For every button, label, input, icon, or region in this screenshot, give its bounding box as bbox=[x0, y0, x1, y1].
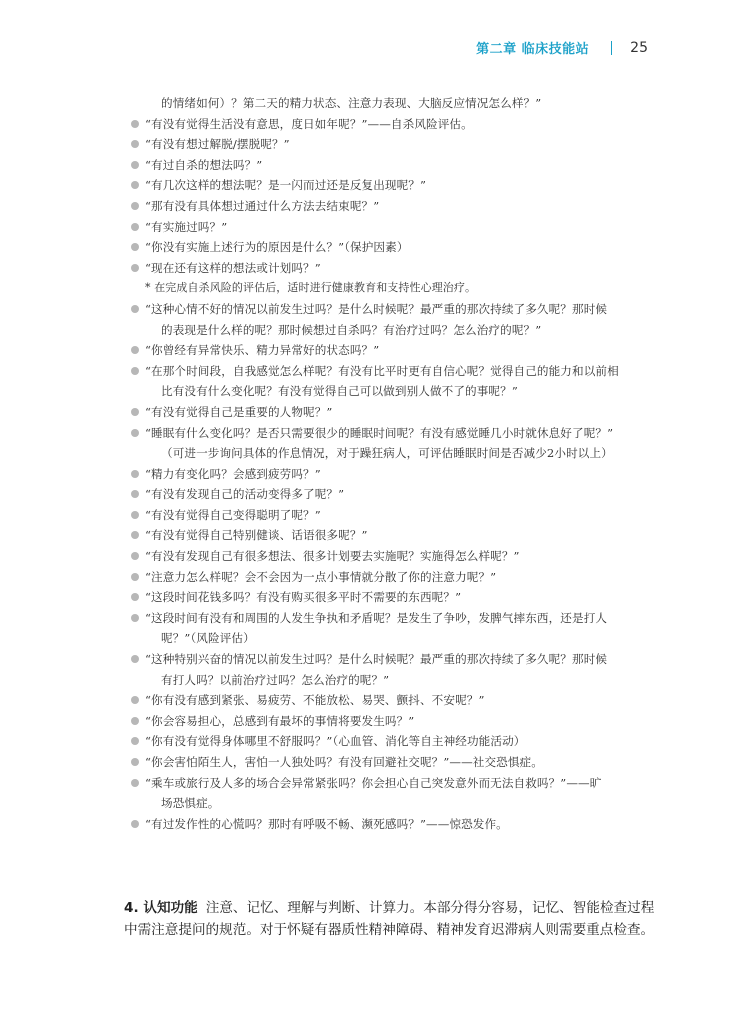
bullet-icon bbox=[131, 470, 139, 478]
bullet-icon bbox=[131, 717, 139, 725]
bullet-icon bbox=[131, 593, 139, 601]
line-text: “有几次这样的想法呢？是一闪而过还是反复出现呢？” bbox=[145, 178, 427, 193]
bullet-icon bbox=[131, 223, 139, 231]
bullet-icon bbox=[131, 367, 139, 375]
line-text: “有没有觉得生活没有意思，度日如年呢？”——自杀风险评估。 bbox=[145, 116, 473, 131]
list-item bbox=[145, 587, 663, 608]
list-item bbox=[145, 690, 663, 711]
bullet-icon bbox=[131, 161, 139, 169]
bullet-icon bbox=[131, 531, 139, 539]
list-item bbox=[145, 217, 663, 238]
line-text: 呢？”（风险评估） bbox=[161, 631, 255, 646]
list-item bbox=[145, 423, 663, 444]
line-text: 的表现是什么样的呢？那时候想过自杀吗？有治疗过吗？怎么治疗的呢？” bbox=[161, 322, 542, 337]
line-text: “有过自杀的想法吗？” bbox=[145, 157, 263, 172]
line-text: “在那个时间段，自我感觉怎么样呢？有没有比平时更有自信心呢？觉得自己的能力和以前相 bbox=[145, 363, 619, 378]
section-line-1 bbox=[124, 897, 664, 919]
line-text: “这段时间有没有和周围的人发生争执和矛盾呢？是发生了争吵，发脾气摔东西，还是打人 bbox=[145, 610, 608, 625]
note-line bbox=[145, 278, 663, 299]
bullet-icon bbox=[131, 429, 139, 437]
line-text: “有没有觉得自己是重要的人物呢？” bbox=[145, 404, 333, 419]
bullet-icon bbox=[131, 181, 139, 189]
section-text-1: 注意、记忆、理解与判断、计算力。本部分得分容易，记忆、智能检查过程 bbox=[205, 900, 655, 916]
line-text: “现在还有这样的想法或计划吗？” bbox=[145, 260, 321, 275]
bullet-icon bbox=[131, 490, 139, 498]
list-item bbox=[145, 752, 663, 773]
line-text: “注意力怎么样呢？会不会因为一点小事情就分散了你的注意力呢？” bbox=[145, 569, 497, 584]
line-text: “这种特别兴奋的情况以前发生过吗？是什么时候呢？最严重的那次持续了多久呢？那时候 bbox=[145, 652, 608, 667]
line-text: “精力有变化吗？会感到疲劳吗？” bbox=[145, 466, 321, 481]
bullet-icon bbox=[131, 305, 139, 313]
list-item bbox=[145, 155, 663, 176]
line-text: “你会害怕陌生人，害怕一人独处吗？有没有回避社交呢？”——社交恐惧症。 bbox=[145, 755, 543, 769]
line-text: “你会容易担心，总感到有最坏的事情将要发生吗？” bbox=[145, 713, 415, 728]
bullet-icon bbox=[131, 779, 139, 787]
list-item-continuation bbox=[145, 381, 663, 402]
list-item bbox=[145, 484, 663, 505]
chapter-title: 第二章 临床技能站 bbox=[476, 42, 590, 57]
list-item bbox=[145, 114, 663, 135]
line-text: “有没有觉得自己变得聪明了呢？” bbox=[145, 507, 321, 522]
bullet-icon bbox=[131, 552, 139, 560]
bullet-icon bbox=[131, 614, 139, 622]
bullet-icon bbox=[131, 737, 139, 745]
bullet-icon bbox=[131, 573, 139, 581]
line-text: 的情绪如何）？第二天的精力状态、注意力表现、大脑反应情况怎么样？” bbox=[161, 96, 542, 110]
list-item bbox=[145, 525, 663, 546]
cognitive-function-section bbox=[124, 897, 664, 941]
interview-questions-list bbox=[145, 93, 663, 834]
bullet-icon bbox=[131, 655, 139, 663]
list-item bbox=[145, 258, 663, 279]
list-item bbox=[145, 649, 663, 670]
list-item bbox=[145, 814, 663, 835]
bullet-icon bbox=[131, 120, 139, 128]
list-item-continuation bbox=[145, 93, 663, 114]
page-header bbox=[476, 38, 648, 57]
list-item bbox=[145, 773, 663, 794]
page-number: 25 bbox=[630, 39, 648, 56]
line-text: “有过发作性的心慌吗？那时有呼吸不畅、濒死感吗？”——惊恐发作。 bbox=[145, 816, 508, 831]
line-text: “睡眠有什么变化吗？是否只需要很少的睡眠时间呢？有没有感觉睡几小时就休息好了呢？” bbox=[145, 425, 614, 440]
bullet-icon bbox=[131, 140, 139, 148]
line-text: “这段时间花钱多吗？有没有购买很多平时不需要的东西呢？” bbox=[145, 590, 462, 605]
line-text: “有实施过吗？” bbox=[145, 219, 228, 234]
list-item bbox=[145, 175, 663, 196]
list-item-continuation bbox=[145, 670, 663, 691]
list-item bbox=[145, 196, 663, 217]
list-item bbox=[145, 340, 663, 361]
list-item bbox=[145, 567, 663, 588]
line-text: “有没有想过解脱/摆脱呢？” bbox=[145, 137, 290, 152]
bullet-icon bbox=[131, 696, 139, 704]
list-item bbox=[145, 731, 663, 752]
section-heading: 4. 认知功能 bbox=[124, 900, 198, 916]
line-text: “你没有实施上述行为的原因是什么？”（保护因素） bbox=[145, 240, 409, 255]
list-item-continuation bbox=[145, 628, 663, 649]
line-text: “你有没有感到紧张、易疲劳、不能放松、易哭、颤抖、不安呢？” bbox=[145, 693, 485, 708]
section-line-2: 中需注意提问的规范。对于怀疑有器质性精神障碍、精神发育迟滞病人则需要重点检查。 bbox=[124, 922, 655, 938]
line-text: “这种心情不好的情况以前发生过吗？是什么时候呢？最严重的那次持续了多久呢？那时候 bbox=[145, 301, 608, 316]
line-text: 比有没有什么变化呢？有没有觉得自己可以做到别人做不了的事呢？” bbox=[161, 384, 518, 399]
list-item bbox=[145, 134, 663, 155]
line-text: * 在完成自杀风险的评估后，适时进行健康教育和支持性心理治疗。 bbox=[145, 281, 477, 295]
line-text: “你有没有觉得身体哪里不舒服吗？”（心血管、消化等自主神经功能活动） bbox=[145, 734, 526, 749]
line-text: “有没有觉得自己特别健谈、话语很多呢？” bbox=[145, 528, 368, 543]
list-item bbox=[145, 505, 663, 526]
list-item bbox=[145, 608, 663, 629]
bullet-icon bbox=[131, 243, 139, 251]
bullet-icon bbox=[131, 408, 139, 416]
line-text: “你曾经有异常快乐、精力异常好的状态吗？” bbox=[145, 343, 380, 358]
list-item-continuation bbox=[145, 443, 663, 464]
line-text: “那有没有具体想过通过什么方法去结束呢？” bbox=[145, 198, 380, 213]
list-item bbox=[145, 546, 663, 567]
bullet-icon bbox=[131, 511, 139, 519]
line-text: “乘车或旅行及人多的场合会异常紧张吗？你会担心自己突发意外而无法自救吗？”——旷 bbox=[145, 775, 602, 790]
bullet-icon bbox=[131, 758, 139, 766]
line-text: 场恐惧症。 bbox=[161, 796, 220, 811]
list-item-continuation bbox=[145, 793, 663, 814]
list-item bbox=[145, 237, 663, 258]
list-item bbox=[145, 711, 663, 732]
list-item bbox=[145, 402, 663, 423]
bullet-icon bbox=[131, 264, 139, 272]
list-item bbox=[145, 299, 663, 320]
line-text: “有没有发现自己的活动变得多了呢？” bbox=[145, 487, 345, 502]
list-item-continuation bbox=[145, 320, 663, 341]
list-item bbox=[145, 464, 663, 485]
bullet-icon bbox=[131, 820, 139, 828]
line-text: 有打人吗？以前治疗过吗？怎么治疗的呢？” bbox=[161, 672, 390, 687]
bullet-icon bbox=[131, 202, 139, 210]
bullet-icon bbox=[131, 346, 139, 354]
line-text: （可进一步询问具体的作息情况，对于躁狂病人，可评估睡眠时间是否减少2小时以上） bbox=[161, 446, 613, 461]
line-text: “有没有发现自己有很多想法、很多计划要去实施呢？实施得怎么样呢？” bbox=[145, 549, 520, 564]
header-divider bbox=[611, 41, 612, 55]
list-item bbox=[145, 361, 663, 382]
